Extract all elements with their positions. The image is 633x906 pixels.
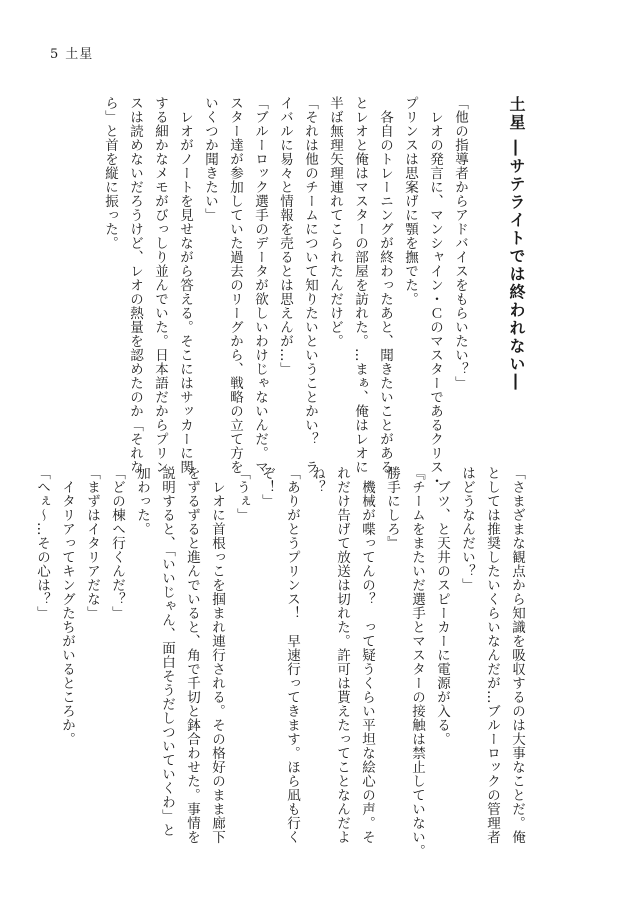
text-line: イタリアってキングたちがいるところか。 — [59, 466, 75, 746]
text-line: イバルに易々と情報を売るとは思えんが…」 — [277, 96, 293, 376]
text-line: いくつか聞きたい」 — [202, 96, 218, 222]
page-number: 5 — [50, 47, 60, 62]
text-line: する細かなメモがびっしり並んでいた。日本語だからプリン — [152, 96, 168, 474]
text-line: 「さまざまな観点から知識を吸収するのは大事なことだ。俺 — [509, 466, 525, 844]
text-line: はどうなんだい？」 — [459, 466, 475, 592]
text-line: レオに首根っこを掴まれ連行される。その格好のまま廊下 — [209, 466, 225, 844]
text-line: としては推奨したいくらいなんだが…ブルーロックの管理者 — [484, 466, 500, 844]
text-line: ぞ！」 — [259, 466, 275, 508]
text-line: をずるずると進んでいると、角で千切と鉢合わせた。事情を — [184, 466, 200, 844]
text-line: 「うぇ」 — [234, 466, 250, 522]
text-line: 加わった。 — [134, 466, 150, 536]
page-header — [50, 43, 93, 62]
lower-text-block — [34, 466, 529, 858]
text-line: 勝手にしろ』 — [384, 466, 400, 550]
text-line: 「へぇ～…その心は？」 — [34, 466, 50, 620]
text-line: ね？ — [309, 466, 325, 494]
text-line: 各自のトレーニングが終わったあと、聞きたいことがある — [377, 96, 393, 474]
text-line: レオの発言に、マンシャイン・Ｃのマスターであるクリス・ — [427, 96, 443, 488]
text-line: スは読めないだろうけど、レオの熱量を認めたのか「それな — [127, 96, 143, 474]
text-line: レオがノートを見せながら答える。そこにはサッカーに関 — [177, 96, 193, 474]
text-line: 「他の指導者からアドバイスをもらいたい？」 — [452, 96, 468, 390]
text-line: スター達が参加していた過去のリーグから、戦略の立て方を — [227, 96, 243, 474]
text-line: ブツ、と天井のスピーカーに電源が入る。 — [434, 466, 450, 746]
text-line: 「どの棟へ行くんだ？」 — [109, 466, 125, 620]
text-line: 半ば無理矢理連れてこられたんだけど。 — [327, 96, 343, 348]
text-line: 「まずはイタリアだな」 — [84, 466, 100, 620]
text-line: 「ブルーロック選手のデータが欲しいわけじゃないんだ。マ — [252, 96, 268, 474]
text-line: 「ありがとうプリンス！ 早速行ってきます。ほら凪も行く — [284, 466, 300, 844]
text-line: 説明すると、「いいじゃん、面白そうだしついていくわ」と — [159, 466, 175, 838]
text-line: ら」と首を縦に振った。 — [102, 96, 118, 250]
text-line: 「それは他のチームについて知りたいということかい？ ラ — [302, 96, 318, 474]
text-line: 機械が喋ってんの？ って疑うくらい平坦な絵心の声。そ — [359, 466, 375, 844]
text-line: プリンスは思案げに顎を撫でた。 — [402, 96, 418, 306]
text-line: 『チームをまたいだ選手とマスターの接触は禁止していない。 — [409, 466, 425, 858]
text-line: れだけ告げて放送は切れた。許可は貰えたってことなんだよ — [334, 466, 350, 844]
upper-text-block — [89, 96, 529, 488]
running-chapter-title: 土星 — [65, 47, 94, 62]
text-line: とレオと俺はマスターの部屋を訪れた。…まぁ、俺はレオに — [352, 96, 368, 474]
chapter-title: 土星 ―サテライトでは終われない― — [507, 96, 526, 392]
